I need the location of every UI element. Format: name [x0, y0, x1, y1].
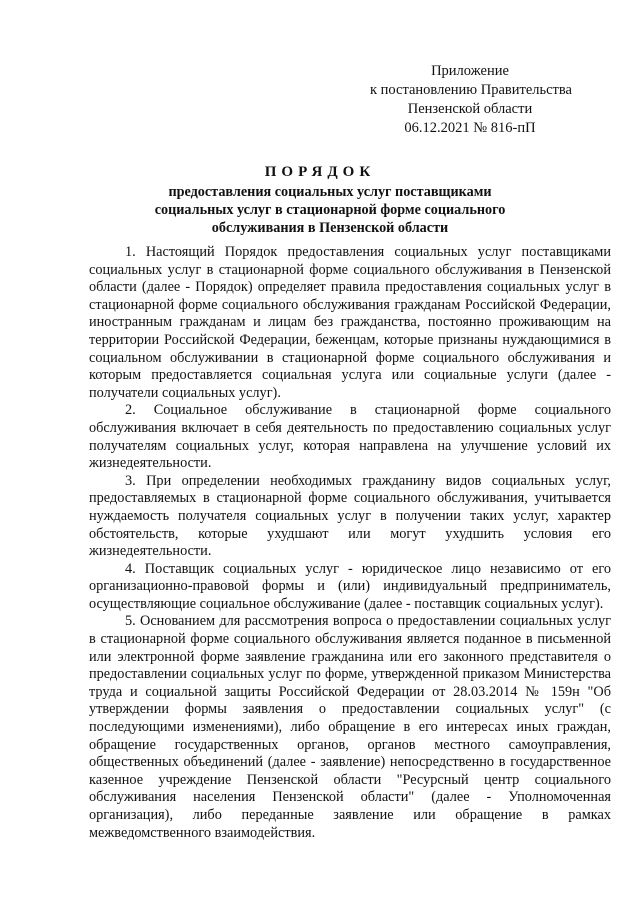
region-name: Пензенской области — [407, 101, 533, 117]
paragraph-5: 5. Основанием для рассмотрения вопроса о предоставлении социальных услуг в стационарной форме социального обслуживания является поданное в письменной или электронной форме заявление гражданина или его законного представителя о предоставлении социальных услуг по форме, утвержденной приказом Министерства труда и социальной защиты Российской Федерации от 28.03.2014 № 159н "Об утверждении формы заявления о предоставлении социальных услуг" (с последующими изменениями), либо обращение в его интересах иных граждан, обращение государственных органов, органов местного самоуправления, общественных объединений (далее - заявление) непосредственно в государственное казенное учреждение Пензенской области "Ресурсный центр социального обслуживания населения Пензенской области" (далее - Уполномоченная организация), либо переданные заявление или обращение в рамках межведомственного взаимодействия. — [89, 613, 611, 841]
document-body — [89, 244, 611, 842]
document-subtitle: предоставления социальных услуг поставщиками социальных услуг в стационарной форме социального обслуживания в Пензенской области — [154, 184, 506, 236]
appendix-label: Приложение — [431, 63, 509, 79]
paragraph-3: 3. При определении необходимых гражданину видов социальных услуг, предоставляемых в стационарной форме социального обслуживания, учитывается нуждаемость получателя социальных услуг в получении таких услуг, характер обстоятельств, которые ухудшают или могут ухудшить условия его жизнедеятельности. — [89, 472, 611, 560]
paragraph-1: 1. Настоящий Порядок предоставления социальных услуг поставщиками социальных услуг в стационарной форме социального обслуживания в Пензенской области (далее - Порядок) определяет правила предоставления социальных услуг в стационарной форме социального обслуживания гражданам Российской Федерации, иностранным гражданам и лицам без гражданства, постоянно проживающим на территории Российской Федерации, беженцам, которые признаны нуждающимися в социальном обслуживании в стационарной форме социального обслуживания и которым предоставляется социальная услуга или социальные услуги (далее - получатели социальных услуг). — [89, 244, 611, 401]
paragraph-4: 4. Поставщик социальных услуг - юридическое лицо независимо от его организационно-правовой формы и (или) индивидуальный предприниматель, осуществляющие социальное обслуживание (далее - поставщик социальных услуг). — [89, 560, 611, 612]
resolution-reference: к постановлению Правительства — [370, 82, 572, 98]
resolution-date-number: 06.12.2021 № 816-пП — [404, 120, 536, 136]
appendix-header — [370, 62, 570, 138]
document-title: ПОРЯДОК — [264, 164, 376, 180]
paragraph-2: 2. Социальное обслуживание в стационарной форме социального обслуживания включает в себя деятельность по предоставлению социальных услуг получателям социальных услуг, которая направлена на улучшение условий их жизнедеятельности. — [89, 402, 611, 472]
